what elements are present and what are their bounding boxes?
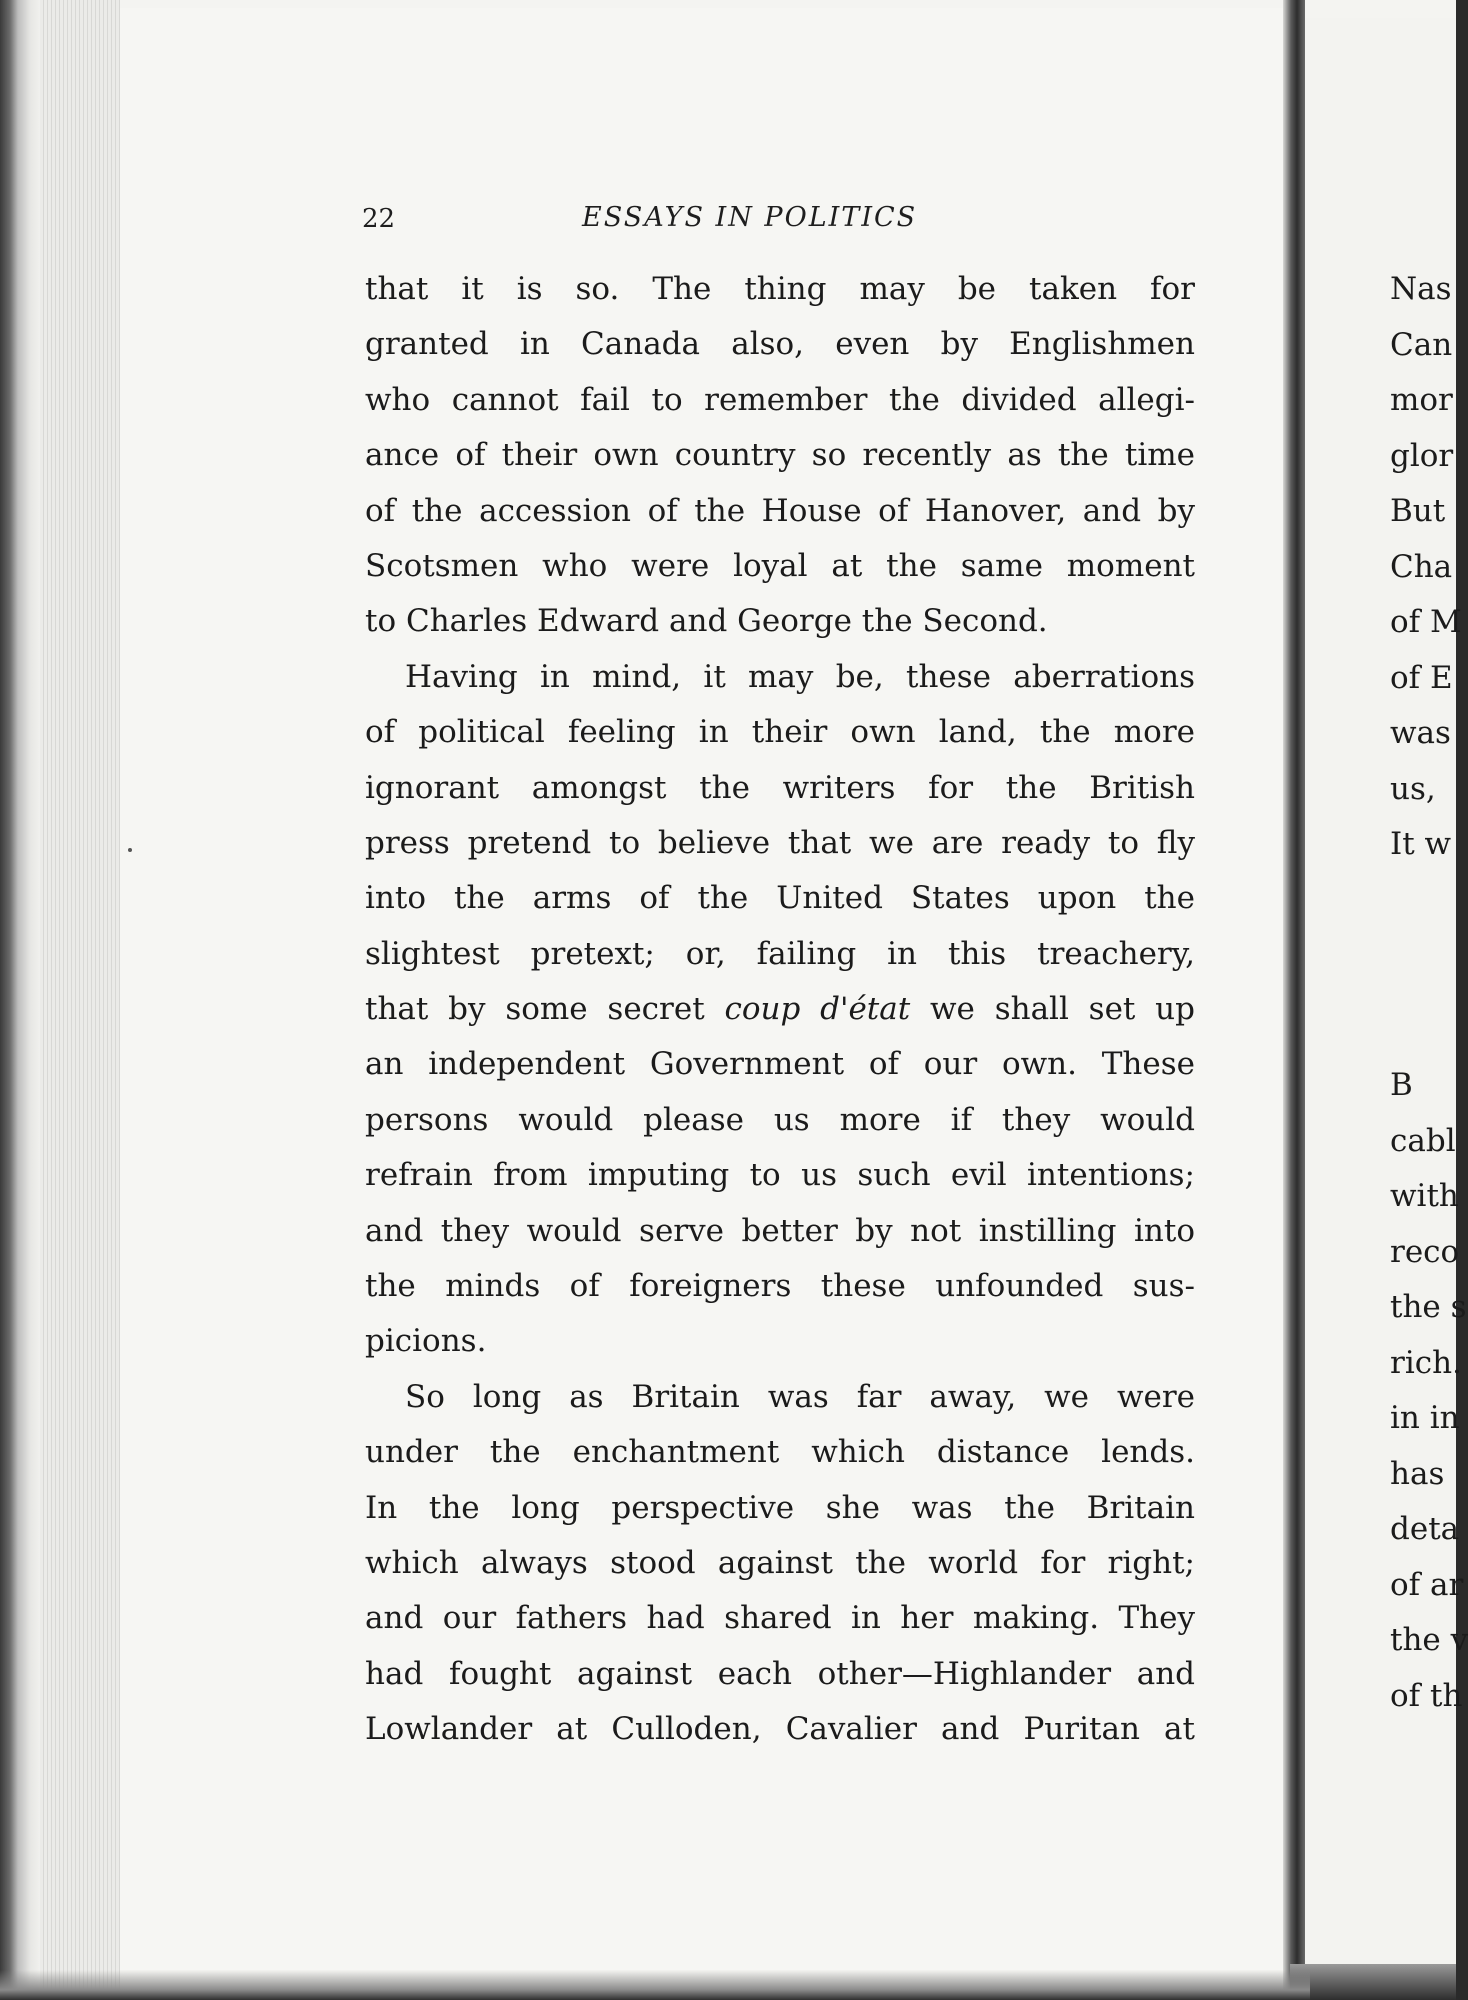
- text-line: and they would serve better by not instilling into: [365, 1212, 1195, 1249]
- body-text: [365, 262, 1195, 1758]
- right-page-line: Cha: [1390, 548, 1453, 585]
- right-page-text-bottom: [1390, 1058, 1468, 1724]
- right-page-line: the s: [1390, 1289, 1467, 1325]
- bottom-shadow: [0, 1970, 1310, 2000]
- text-line: of the accession of the House of Hanover, and by: [365, 492, 1195, 529]
- text-line: granted in Canada also, even by Englishmen: [365, 326, 1195, 363]
- text-line: and our fathers had shared in her making. They: [365, 1600, 1195, 1637]
- text-line: under the enchantment which distance lends.: [365, 1434, 1195, 1471]
- text-line: picions.: [365, 1323, 487, 1360]
- text-line: In the long perspective she was the Britain: [365, 1489, 1195, 1526]
- text-line: ance of their own country so recently as the time: [365, 437, 1195, 474]
- text-line: persons would please us more if they would: [365, 1101, 1195, 1138]
- right-page-line: reco: [1390, 1233, 1460, 1270]
- page-gutter: [1283, 0, 1305, 2000]
- text-line: had fought against each other—Highlander and: [365, 1655, 1195, 1692]
- italic-phrase: coup d'état: [724, 991, 911, 1028]
- right-page-line: deta: [1390, 1511, 1460, 1547]
- text-line: who cannot fail to remember the divided allegi-: [365, 381, 1195, 418]
- text-line: which always stood against the world for right;: [365, 1544, 1195, 1581]
- text-line: Lowlander at Culloden, Cavalier and Puritan at: [365, 1711, 1195, 1748]
- text-line: ignorant amongst the writers for the British: [365, 769, 1195, 806]
- right-page-line: was: [1390, 715, 1451, 751]
- page-header: [362, 204, 942, 240]
- text-line: into the arms of the United States upon the: [365, 880, 1195, 917]
- text-line: refrain from imputing to us such evil intentions;: [365, 1157, 1195, 1194]
- book-spine: [0, 0, 40, 2000]
- right-page-line: cabl: [1390, 1122, 1456, 1159]
- right-page-line: B: [1390, 1067, 1413, 1103]
- text-line: the minds of foreigners these unfounded sus-: [365, 1268, 1195, 1305]
- page-number: 22: [362, 204, 396, 234]
- right-page-line: the v: [1390, 1622, 1468, 1658]
- right-page-text-top: [1390, 262, 1462, 873]
- right-page-line: of M: [1390, 604, 1462, 640]
- right-page-line: us,: [1390, 770, 1436, 807]
- right-page-line: Can: [1390, 326, 1453, 363]
- scan-speck: [128, 848, 132, 852]
- right-page-line: of th: [1390, 1677, 1463, 1714]
- right-page-line: in in: [1390, 1400, 1460, 1436]
- right-page-line: mor: [1390, 382, 1453, 418]
- right-page-line: with: [1390, 1178, 1459, 1214]
- right-page-line: has: [1390, 1455, 1445, 1492]
- text-line: an independent Government of our own. These: [365, 1046, 1195, 1083]
- text-line: to Charles Edward and George the Second.: [365, 603, 1048, 640]
- text-line: that it is so. The thing may be taken for: [365, 271, 1195, 307]
- right-page-line: It w: [1390, 826, 1452, 862]
- right-page-line: glor: [1390, 437, 1454, 474]
- right-page-line: But: [1390, 493, 1446, 529]
- text-line: Scotsmen who were loyal at the same moment: [365, 547, 1195, 584]
- right-page-shadow: [1290, 1964, 1456, 2000]
- page-edges: [40, 0, 120, 2000]
- right-page-line: Nas: [1390, 271, 1452, 307]
- text-line: that by some secret coup d'état we shall set up: [365, 991, 1195, 1028]
- text-line: Having in mind, it may be, these aberrations: [405, 658, 1195, 695]
- text-line: of political feeling in their own land, the more: [365, 714, 1195, 751]
- right-page-line: rich.: [1390, 1344, 1462, 1381]
- right-page-line: of ar: [1390, 1566, 1464, 1603]
- right-page-line: of E: [1390, 659, 1453, 696]
- text-line: press pretend to believe that we are ready to fly: [365, 824, 1195, 861]
- text-line: slightest pretext; or, failing in this treachery,: [365, 935, 1195, 972]
- text-line: So long as Britain was far away, we were: [405, 1378, 1195, 1415]
- running-head: ESSAYS IN POLITICS: [582, 202, 918, 233]
